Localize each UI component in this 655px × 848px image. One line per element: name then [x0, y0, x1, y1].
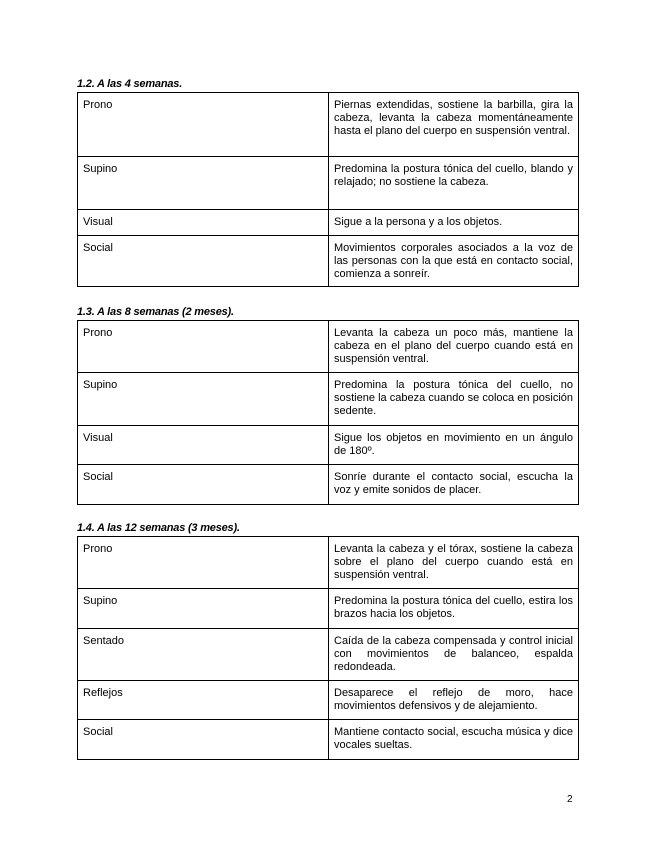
- category-cell: Supino: [78, 589, 329, 629]
- milestones-table: [77, 320, 579, 505]
- table-row: [78, 537, 579, 589]
- table-row: [78, 465, 579, 505]
- category-cell: Sentado: [78, 629, 329, 681]
- description-cell: Piernas extendidas, sostiene la barbilla, gira la cabeza, levanta la cabeza momentáneamente hasta el plano del cuerpo en suspensión ventral.: [329, 93, 579, 157]
- description-cell: Caída de la cabeza compensada y control inicial con movimientos de balanceo, espalda redondeada.: [329, 629, 579, 681]
- description-cell: Sonríe durante el contacto social, escucha la voz y emite sonidos de placer.: [329, 465, 579, 505]
- table-row: [78, 157, 579, 210]
- table-row: [78, 93, 579, 157]
- category-cell: Social: [78, 465, 329, 505]
- table-row: [78, 373, 579, 426]
- milestones-table: [77, 536, 579, 760]
- category-cell: Visual: [78, 426, 329, 465]
- category-cell: Visual: [78, 210, 329, 236]
- description-cell: Levanta la cabeza un poco más, mantiene la cabeza en el plano del cuerpo cuando está en suspensión ventral.: [329, 321, 579, 373]
- category-cell: Supino: [78, 373, 329, 426]
- section-heading: 1.3. A las 8 semanas (2 meses).: [77, 306, 234, 318]
- category-cell: Reflejos: [78, 681, 329, 720]
- category-cell: Supino: [78, 157, 329, 210]
- table-row: [78, 210, 579, 236]
- table-row: [78, 236, 579, 287]
- section-12-weeks: [77, 520, 579, 760]
- description-cell: Sigue a la persona y a los objetos.: [329, 210, 579, 236]
- category-cell: Prono: [78, 93, 329, 157]
- table-row: [78, 321, 579, 373]
- table-row: [78, 589, 579, 629]
- section-heading: 1.4. A las 12 semanas (3 meses).: [77, 522, 240, 534]
- milestones-table: [77, 92, 579, 287]
- table-row: [78, 629, 579, 681]
- page-number: 2: [567, 794, 573, 805]
- category-cell: Prono: [78, 321, 329, 373]
- table-row: [78, 681, 579, 720]
- table-row: [78, 426, 579, 465]
- description-cell: Mantiene contacto social, escucha música y dice vocales sueltas.: [329, 720, 579, 760]
- description-cell: Movimientos corporales asociados a la voz de las personas con la que está en contacto social, comienza a sonreír.: [329, 236, 579, 287]
- section-heading: 1.2. A las 4 semanas.: [77, 78, 183, 90]
- table-row: [78, 720, 579, 760]
- description-cell: Predomina la postura tónica del cuello, estira los brazos hacia los objetos.: [329, 589, 579, 629]
- category-cell: Prono: [78, 537, 329, 589]
- category-cell: Social: [78, 720, 329, 760]
- description-cell: Desaparece el reflejo de moro, hace movimientos defensivos y de alejamiento.: [329, 681, 579, 720]
- section-8-weeks: [77, 304, 579, 505]
- category-cell: Social: [78, 236, 329, 287]
- description-cell: Predomina la postura tónica del cuello, no sostiene la cabeza cuando se coloca en posición sedente.: [329, 373, 579, 426]
- description-cell: Sigue los objetos en movimiento en un ángulo de 180º.: [329, 426, 579, 465]
- section-4-weeks: [77, 76, 579, 287]
- description-cell: Levanta la cabeza y el tórax, sostiene la cabeza sobre el plano del cuerpo cuando está en suspensión ventral.: [329, 537, 579, 589]
- description-cell: Predomina la postura tónica del cuello, blando y relajado; no sostiene la cabeza.: [329, 157, 579, 210]
